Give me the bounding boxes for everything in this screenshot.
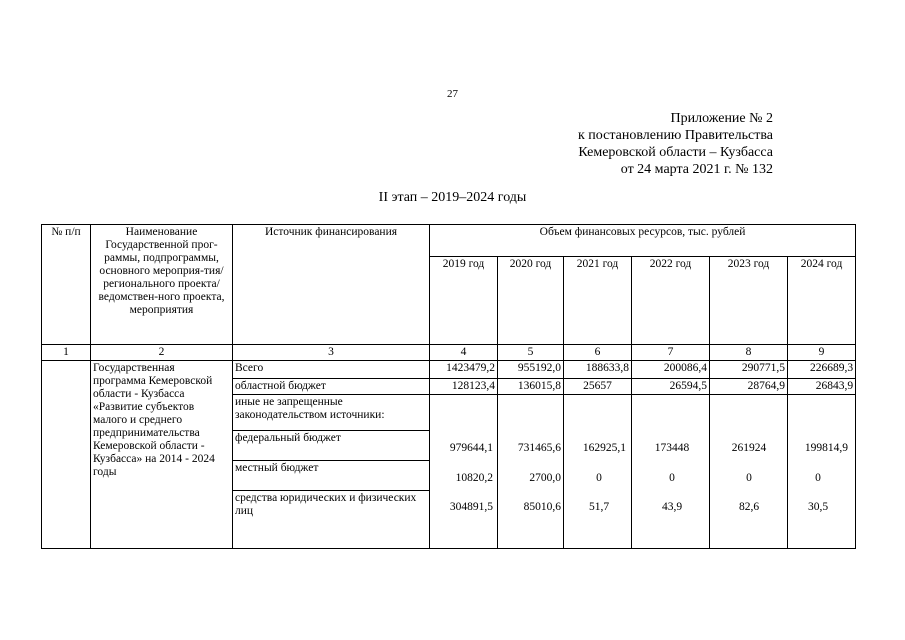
column-number: 4 [430, 345, 498, 361]
value-cell: 136015,8 [498, 379, 564, 395]
value-cell: 85010,6 [523, 501, 561, 513]
value-cell: 0 [669, 472, 675, 484]
source-cell: средства юридических и физических лиц [233, 491, 430, 549]
appendix-line-4: от 24 марта 2021 г. № 132 [620, 162, 773, 177]
value-cell: 173448 [654, 442, 690, 454]
stage-title: II этап – 2019–2024 годы [378, 190, 527, 205]
value-cell: 200086,4 [632, 361, 710, 379]
appendix-line-2: к постановлению Правительства [577, 128, 773, 143]
value-cell: 955192,0 [498, 361, 564, 379]
header-year: 2021 год [564, 257, 632, 345]
value-cell: 28764,9 [710, 379, 788, 395]
value-cell: 0 [815, 472, 821, 484]
header-year: 2022 год [632, 257, 710, 345]
value-cell: 10820,2 [455, 472, 493, 484]
value-cell: 199814,9 [804, 442, 848, 454]
column-number: 8 [710, 345, 788, 361]
source-cell: местный бюджет [233, 461, 430, 491]
value-cell: 290771,5 [710, 361, 788, 379]
value-cell: 30,5 [807, 501, 829, 513]
row-number-cell [42, 361, 91, 549]
page-number: 27 [447, 88, 458, 100]
appendix-header [578, 110, 773, 178]
header-num: № п/п [42, 225, 91, 345]
value-cell: 731465,6 [517, 442, 561, 454]
value-cell: 82,6 [738, 501, 760, 513]
value-cell: 188633,8 [564, 361, 632, 379]
header-name: Наименование Государственной прог-раммы, подпрограммы, основного мероприя-тия/ регионального проекта/ ведомствен-ного проекта, мероприятия [91, 225, 233, 345]
column-number: 2 [91, 345, 233, 361]
header-volume: Объем финансовых ресурсов, тыс. рублей [430, 225, 856, 257]
value-cell: 979644,1 [449, 442, 493, 454]
header-year: 2020 год [498, 257, 564, 345]
header-year: 2023 год [710, 257, 788, 345]
header-year: 2024 год [788, 257, 856, 345]
column-number: 6 [564, 345, 632, 361]
column-number: 1 [42, 345, 91, 361]
value-cell: 51,7 [588, 501, 610, 513]
appendix-line-1: Приложение № 2 [670, 111, 773, 126]
source-cell: иные не запрещенные законодательством источники: [233, 395, 430, 431]
value-cell: 0 [596, 472, 602, 484]
value-cell: 25657 [564, 379, 632, 395]
source-cell: федеральный бюджет [233, 431, 430, 461]
value-cell: 43,9 [661, 501, 683, 513]
value-cell: 304891,5 [449, 501, 493, 513]
column-number: 5 [498, 345, 564, 361]
source-cell: Всего [233, 361, 430, 379]
value-cell: 128123,4 [430, 379, 498, 395]
value-cell: 0 [746, 472, 752, 484]
value-cell: 226689,3 [788, 361, 856, 379]
source-cell: областной бюджет [233, 379, 430, 395]
appendix-line-3: Кемеровской области – Кузбасса [578, 145, 773, 160]
header-year: 2019 год [430, 257, 498, 345]
program-name: Государственная программа Кемеровской области - Кузбасса «Развитие субъектов малого и среднего предпринимательства Кемеровской области - Кузбасса» на 2014 - 2024 годы [91, 361, 233, 549]
header-source: Источник финансирования [233, 225, 430, 345]
value-cell: 26843,9 [788, 379, 856, 395]
value-cell: 162925,1 [582, 442, 626, 454]
value-cell: 26594,5 [632, 379, 710, 395]
value-cell: 1423479,2 [430, 361, 498, 379]
value-cell: 261924 [731, 442, 767, 454]
column-number: 7 [632, 345, 710, 361]
value-cell: 2700,0 [529, 472, 561, 484]
column-number: 3 [233, 345, 430, 361]
column-number: 9 [788, 345, 856, 361]
